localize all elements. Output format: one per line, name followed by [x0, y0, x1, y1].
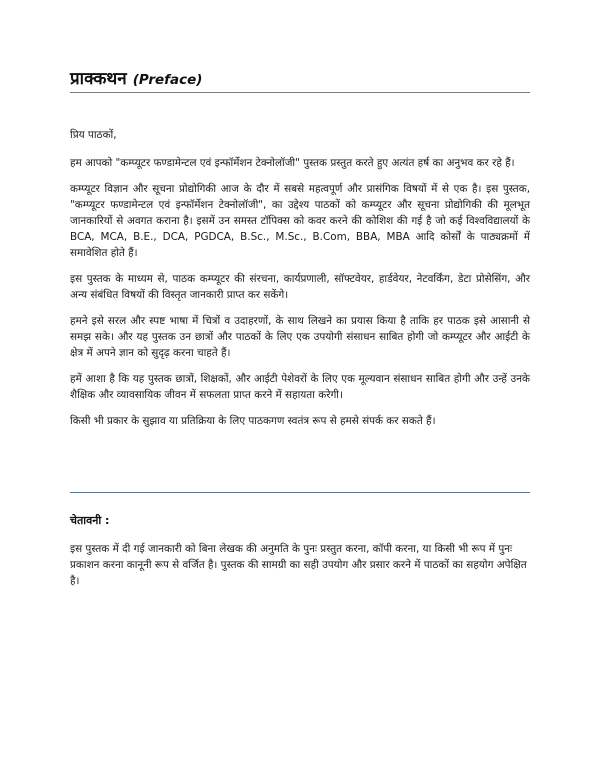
paragraph-language: हमने इसे सरल और स्पष्ट भाषा में चित्रों व उदाहरणों, के साथ लिखने का प्रयास किया है ताकि हर पाठक इसे आसानी से समझ सके। और यह पुस्तक उन छात्रों और पाठकों के लिए एक उपयोगी संसाधन साबित होगी जो कम्प्यूटर और आईटी के क्षेत्र में अपने ज्ञान को सुदृढ़ करना चाहते हैं। — [70, 315, 530, 359]
paragraph-subject: कम्प्यूटर विज्ञान और सूचना प्रोद्योगिकी आज के दौर में सबसे महत्वपूर्ण और प्रासंगिक विषयों में से एक है। इस पुस्तक, "कम्प्यूटर फण्डामेन्टल एवं इन्फॉर्मेशन टेक्नोलॉजी", का उद्देश्य पाठकों को कम्प्यूटर और सूचना प्रोद्योगिकी की मूलभूत जानकारियों से अवगत कराना है। इसमें उन समस्त टॉपिक्स को कवर करने की कोशिश की गई है जो कई विश्वविद्यालयों के BCA, MCA, B.E., DCA, PGDCA, B.Sc., M.Sc., B.Com, BBA, MBA आदि कोर्सों के पाठ्यक्रमों में समावेशित होते हैं। — [70, 183, 530, 259]
warning-text: इस पुस्तक में दी गई जानकारी को बिना लेखक की अनुमति के पुनः प्रस्तुत करना, कॉपी करना, या किसी भी रूप में पुनः प्रकाशन करना कानूनी रूप से वर्जित है। पुस्तक की सामग्री का सही उपयोग और प्रसार करने में पाठकों का सहयोग अपेक्षित है। — [70, 543, 527, 587]
paragraph-feedback: किसी भी प्रकार के सुझाव या प्रतिक्रिया के लिए पाठकगण स्वतंत्र रूप से हमसे संपर्क कर सकते हैं। — [70, 415, 436, 427]
page-title: प्राक्कथन — [70, 69, 127, 89]
salutation: प्रिय पाठकों, — [70, 129, 117, 141]
paragraph-intro: हम आपको "कम्प्यूटर फण्डामेन्टल एवं इन्फॉर्मेशन टेक्नोलॉजी" पुस्तक प्रस्तुत करते हुए अत्यंत हर्ष का अनुभव कर रहे हैं। — [70, 157, 515, 169]
section-divider — [70, 492, 530, 493]
preface-body — [70, 127, 530, 439]
warning-title: चेतावनी : — [70, 514, 110, 527]
page-heading — [70, 66, 530, 89]
paragraph-hope: हमें आशा है कि यह पुस्तक छात्रों, शिक्षकों, और आईटी पेशेवरों के लिए एक मूल्यवान संसाधन साबित होगी और उन्हें उनके शैक्षिक और व्यावसायिक जीवन में सफलता प्राप्त करने में सहायता करेगी। — [70, 373, 530, 401]
page-subtitle: (Preface) — [132, 72, 203, 88]
paragraph-content: इस पुस्तक के माध्यम से, पाठक कम्प्यूटर की संरचना, कार्यप्रणाली, सॉफ्टवेयर, हार्डवेयर, नेटवर्किंग, डेटा प्रोसेसिंग, और अन्य संबंधित विषयों की विस्तृत जानकारी प्राप्त कर सकेंगे। — [70, 273, 530, 301]
heading-divider — [70, 92, 530, 93]
document-page — [70, 0, 530, 776]
